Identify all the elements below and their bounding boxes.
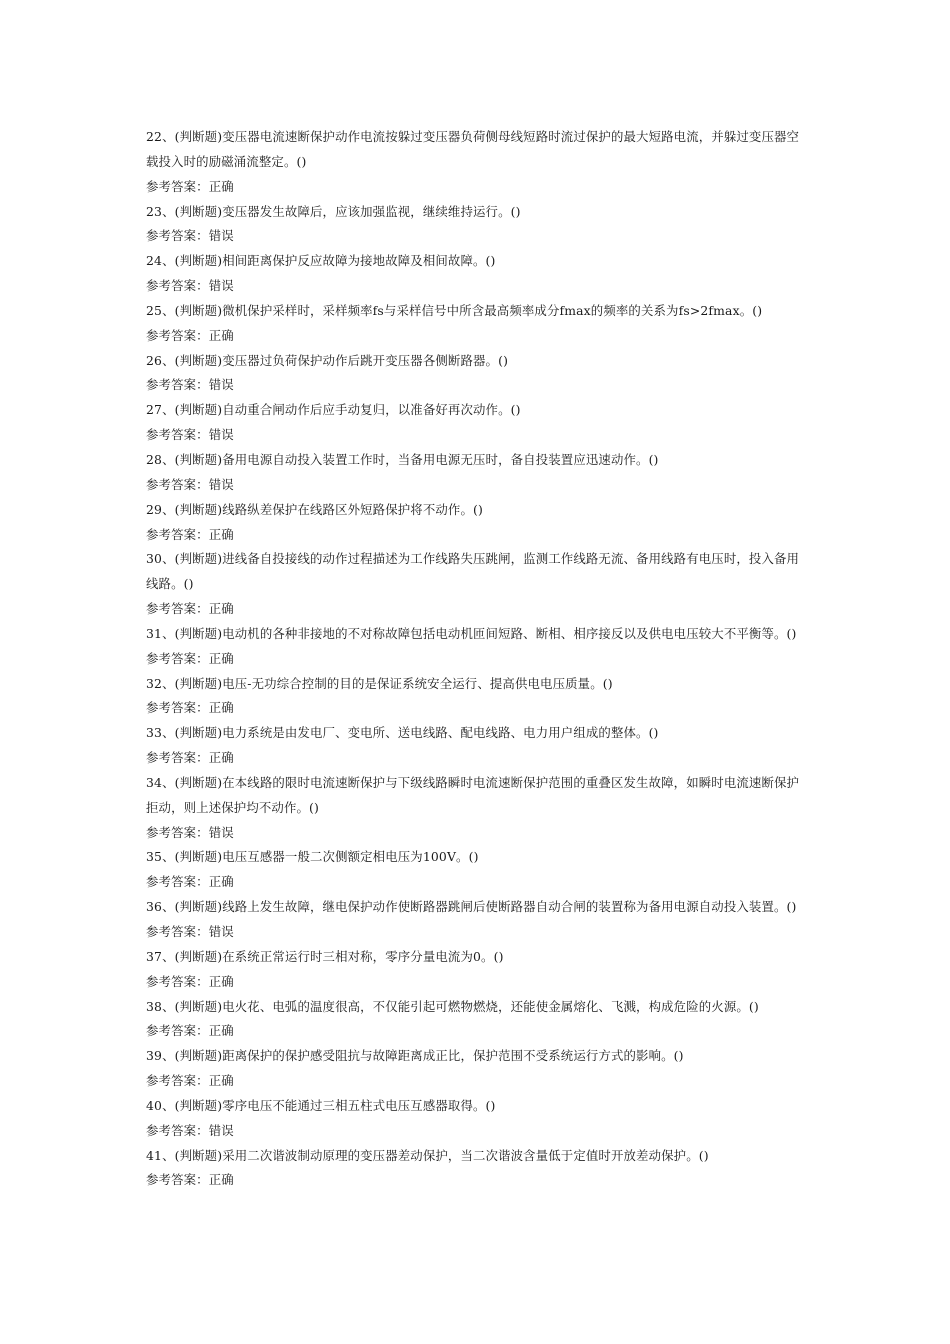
answer-value: 错误 [208, 824, 234, 840]
answer-value: 正确 [208, 750, 234, 766]
answer-line [146, 373, 810, 398]
question-text: 38、(判断题)电火花、电弧的温度很高，不仅能引起可燃物燃烧，还能使金属熔化、飞溅，构成危险的火源。() [146, 998, 759, 1014]
question-text: 40、(判断题)零序电压不能通过三相五柱式电压互感器取得。() [146, 1097, 496, 1113]
answer-line [146, 647, 810, 672]
answer-value: 错误 [208, 476, 234, 492]
answer-line [146, 870, 810, 895]
answer-value: 正确 [208, 327, 234, 343]
answer-value: 正确 [208, 601, 234, 617]
question-item [146, 1044, 810, 1094]
question-item [146, 200, 810, 250]
answer-value: 正确 [208, 526, 234, 542]
question-text: 37、(判断题)在系统正常运行时三相对称，零序分量电流为0。() [146, 948, 504, 964]
question-text: 线路。() [146, 576, 194, 592]
question-item [146, 299, 810, 349]
answer-line [146, 423, 810, 448]
question-item [146, 547, 810, 622]
answer-line [146, 274, 810, 299]
answer-label: 参考答案： [146, 750, 209, 766]
question-text: 25、(判断题)微机保护采样时，采样频率fs与采样信号中所含最高频率成分fmax的频率的关系为fs>2fmax。() [146, 302, 763, 318]
question-item [146, 622, 810, 672]
question-item [146, 498, 810, 548]
answer-line [146, 920, 810, 945]
answer-line [146, 1168, 810, 1193]
answer-label: 参考答案： [146, 228, 209, 244]
answer-label: 参考答案： [146, 1023, 209, 1039]
question-text: 22、(判断题)变压器电流速断保护动作电流按躲过变压器负荷侧母线短路时流过保护的最大短路电流，并躲过变压器空 [146, 129, 800, 144]
answer-label: 参考答案： [146, 427, 209, 443]
answer-label: 参考答案： [146, 178, 209, 194]
answer-line [146, 970, 810, 995]
question-text: 35、(判断题)电压互感器一般二次侧额定相电压为100V。() [146, 849, 479, 865]
answer-label: 参考答案： [146, 650, 209, 666]
question-text: 28、(判断题)备用电源自动投入装置工作时，当备用电源无压时，备自投装置应迅速动作。() [146, 451, 659, 467]
answer-label: 参考答案： [146, 1073, 209, 1089]
question-item [146, 721, 810, 771]
question-item [146, 672, 810, 722]
answer-value: 错误 [208, 1122, 234, 1138]
question-text: 39、(判断题)距离保护的保护感受阻抗与故障距离成正比，保护范围不受系统运行方式的影响。() [146, 1048, 684, 1064]
document-page [146, 125, 810, 1193]
answer-value: 正确 [208, 1073, 234, 1089]
answer-value: 正确 [208, 973, 234, 989]
answer-line [146, 324, 810, 349]
question-item [146, 1144, 810, 1194]
question-text: 34、(判断题)在本线路的限时电流速断保护与下级线路瞬时电流速断保护范围的重叠区发生故障，如瞬时电流速断保护 [146, 774, 800, 790]
answer-label: 参考答案： [146, 526, 209, 542]
question-item [146, 845, 810, 895]
answer-line [146, 523, 810, 548]
question-text: 24、(判断题)相间距离保护反应故障为接地故障及相间故障。() [146, 253, 496, 269]
answer-label: 参考答案： [146, 973, 209, 989]
answer-label: 参考答案： [146, 1122, 209, 1138]
answer-label: 参考答案： [146, 824, 209, 840]
answer-value: 错误 [208, 924, 234, 939]
answer-value: 正确 [208, 1023, 234, 1039]
answer-value: 正确 [208, 874, 234, 890]
answer-label: 参考答案： [146, 874, 209, 890]
answer-line [146, 473, 810, 498]
answer-line [146, 821, 810, 846]
question-text: 36、(判断题)线路上发生故障，继电保护动作使断路器跳闸后使断路器自动合闸的装置称为备用电源自动投入装置。() [146, 899, 797, 915]
answer-label: 参考答案： [146, 924, 209, 939]
question-text: 27、(判断题)自动重合闸动作后应手动复归，以准备好再次动作。() [146, 402, 521, 418]
question-item [146, 398, 810, 448]
question-item [146, 349, 810, 399]
answer-line [146, 1019, 810, 1044]
answer-value: 错误 [208, 427, 234, 443]
question-item [146, 448, 810, 498]
answer-line [146, 746, 810, 771]
answer-label: 参考答案： [146, 476, 209, 492]
question-text: 41、(判断题)采用二次谐波制动原理的变压器差动保护，当二次谐波含量低于定值时开放差动保护。() [146, 1147, 709, 1163]
answer-label: 参考答案： [146, 1172, 209, 1188]
answer-label: 参考答案： [146, 700, 209, 716]
answer-value: 错误 [208, 278, 234, 294]
answer-line [146, 224, 810, 249]
answer-value: 正确 [208, 650, 234, 666]
answer-value: 错误 [208, 377, 234, 393]
answer-label: 参考答案： [146, 278, 209, 294]
question-item [146, 995, 810, 1045]
question-text: 拒动，则上述保护均不动作。() [146, 799, 319, 815]
answer-label: 参考答案： [146, 601, 209, 617]
question-text: 26、(判断题)变压器过负荷保护动作后跳开变压器各侧断路器。() [146, 352, 509, 368]
answer-line [146, 1119, 810, 1144]
answer-line [146, 597, 810, 622]
answer-label: 参考答案： [146, 377, 209, 393]
answer-value: 错误 [208, 228, 234, 244]
answer-value: 正确 [208, 1172, 234, 1188]
question-item [146, 895, 810, 945]
answer-line [146, 175, 810, 200]
question-text: 29、(判断题)线路纵差保护在线路区外短路保护将不动作。() [146, 501, 483, 517]
answer-label: 参考答案： [146, 327, 209, 343]
question-text: 30、(判断题)进线备自投接线的动作过程描述为工作线路失压跳闸，监测工作线路无流、备用线路有电压时，投入备用 [146, 551, 800, 567]
question-item [146, 1094, 810, 1144]
answer-value: 正确 [208, 178, 234, 194]
question-item [146, 125, 810, 200]
answer-value: 正确 [208, 700, 234, 716]
question-text: 载投入时的励磁涌流整定。() [146, 153, 307, 169]
answer-line [146, 696, 810, 721]
question-item [146, 249, 810, 299]
question-text: 31、(判断题)电动机的各种非接地的不对称故障包括电动机匝间短路、断相、相序接反以及供电电压较大不平衡等。() [146, 625, 797, 641]
question-text: 23、(判断题)变压器发生故障后，应该加强监视，继续维持运行。() [146, 203, 521, 219]
question-text: 33、(判断题)电力系统是由发电厂、变电所、送电线路、配电线路、电力用户组成的整体。() [146, 725, 659, 741]
question-text: 32、(判断题)电压-无功综合控制的目的是保证系统安全运行、提高供电电压质量。() [146, 675, 613, 691]
answer-line [146, 1069, 810, 1094]
question-item [146, 771, 810, 846]
question-item [146, 945, 810, 995]
